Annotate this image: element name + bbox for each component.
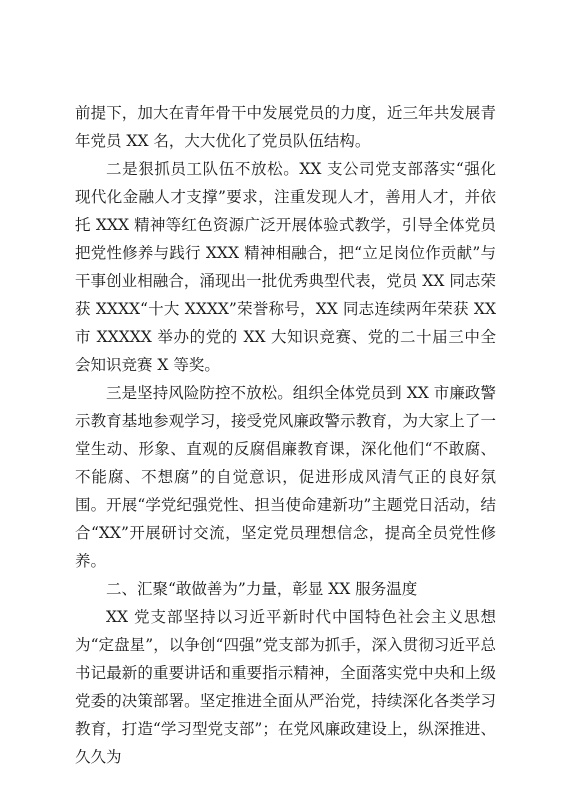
section-heading: 二、汇聚“敢做善为”力量，彰显 XX 服务温度 [106, 580, 418, 598]
paragraph-risk-control: 三是坚持风险防控不放松。组织全体党员到 XX 市廉政警示教育基地参观学习，接受党风廉政警示教育，为大家上了一堂生动、形象、直观的反腐倡廉教育课，深化他们“不敢腐、不能腐、不想腐”的自觉意识，促进形成风清气正的良好氛围。开展“学党纪强党性、担当使命建新功”主题党日活动，结合“XX”开展研讨交流，坚定党员理想信念，提高全员党性修养。 [75, 384, 496, 570]
paragraph-party-branch: XX 党支部坚持以习近平新时代中国特色社会主义思想为“定盘星”，以争创“四强”党支部为抓手，深入贯彻习近平总书记最新的重要讲话和重要指示精神，全面落实党中央和上级党委的决策部署。坚定推进全面从严治党，持续深化各类学习教育，打造“学习型党支部”；在党风廉政建设上，纵深推进、久久为 [75, 608, 496, 766]
paragraph-staff-team: 二是狠抓员工队伍不放松。XX 支公司党支部落实“强化现代化金融人才支撑”要求，注重发现人才，善用人才，并依托 XXX 精神等红色资源广泛开展体验式教学，引导全体党员把党性修养与践行 XXX 精神相融合，把“立足岗位作贡献”与干事创业相融合，涌现出一批优秀典型代表，党员 XX 同志荣获 XXXX“十大 XXXX”荣誉称号，XX 同志连续两年荣获 XX 市 XXXXX 举办的党的 XX 大知识竞赛、党的二十届三中全会知识竞赛 X 等奖。 [75, 160, 496, 374]
document-body [75, 99, 496, 771]
paragraph-continuation: 前提下，加大在青年骨干中发展党员的力度，近三年共发展青年党员 XX 名，大大优化了党员队伍结构。 [75, 104, 496, 150]
